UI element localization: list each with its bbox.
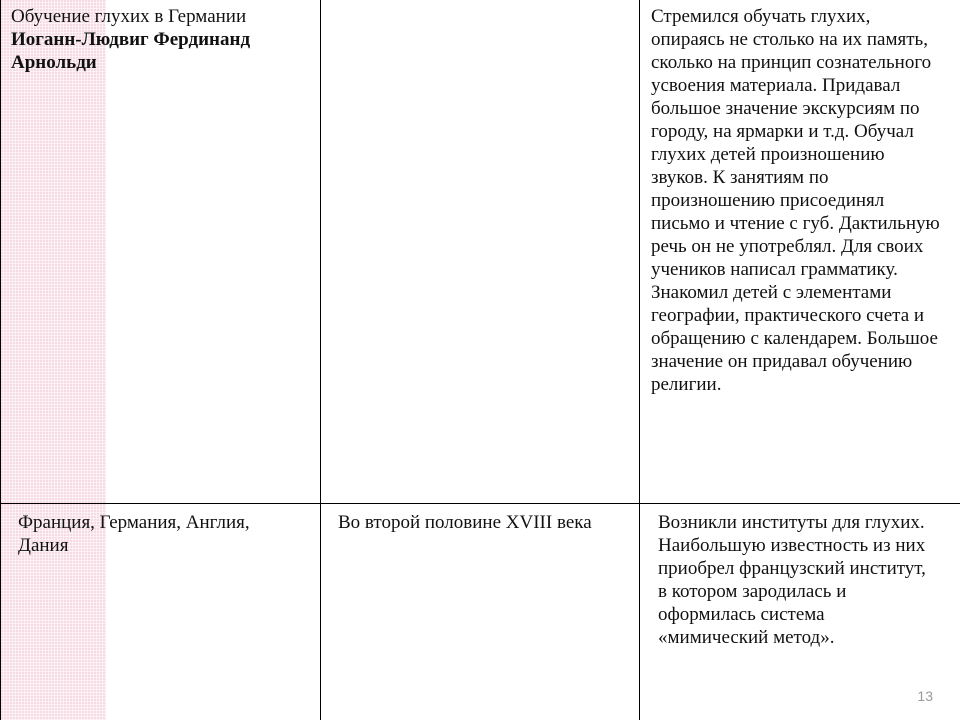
row2-col2-cell: Во второй половине XVIII века [338, 512, 592, 533]
decorative-stripe [0, 0, 106, 720]
row2-col1-cell: Франция, Германия, Англия, Дания [18, 512, 250, 556]
row1-col1-topic: Обучение глухих в Германии [11, 6, 247, 27]
row1-col3-cell: Стремился обучать глухих, опираясь не столько на их память, сколько на принцип сознательного усвоения материала. Придавал большое значение экскурсиям по городу, на ярмарки и т.д. Обучал глухих детей произношению звуков. К занятиям по произношению присоединял письмо и чтение с губ. Дактильную речь он не употреблял. Для своих учеников написал грамматику. Знакомил детей с элементами географии, практического счета и обращению с календарем. Большое значение он придавал обучению религии. [651, 6, 940, 395]
row-divider [0, 503, 960, 504]
row1-col1-cell [11, 5, 311, 74]
table-left-border [0, 0, 1, 720]
row1-col1-person-name: Иоганн-Людвиг Фердинанд Арнольди [11, 29, 251, 73]
row2-col3-cell: Возникли институты для глухих. Наибольшую известность из них приобрел французский институт, в котором зародилась и оформилась система «мимический метод». [658, 512, 926, 648]
column-divider-2 [639, 0, 640, 720]
slide-number: 13 [917, 688, 933, 704]
column-divider-1 [320, 0, 321, 720]
